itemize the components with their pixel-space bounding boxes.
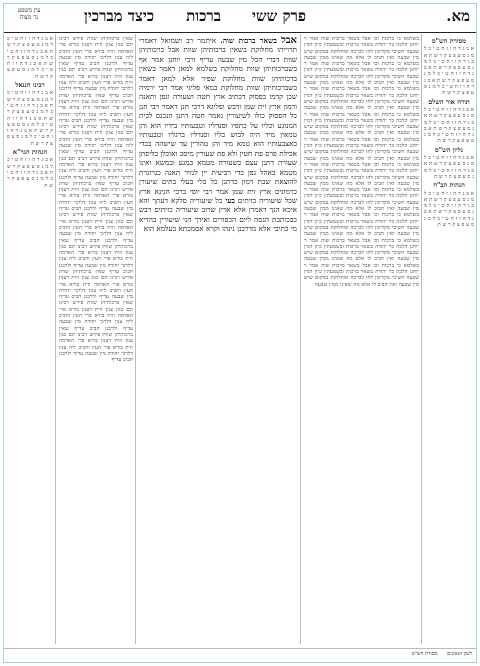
footer-right: מסורת הש"ס: [411, 651, 438, 657]
chananel-text: א ב ג ד ה ו ז ח ט י כ ל מ נ ס ע פ צ ק ר ש ת א ב ג ד ה ו ז ח ט י כ ל מ נ ס ע פ צ ק ר ש ת א ב ג ד ה ו ז ח ט י כ ל מ נ ס ע פ צ ק ר ש ת א ב ג ד ה ו ז ח ט י כ ל מ נ ס ע פ צ ק ר ש ת: [7, 90, 53, 147]
margin-text: א ב ג ד ה ו ז ח ט י כ ל מ נ ס ע פ צ ק ר ש ת א ב ג ד ה ו ז ח ט י כ ל מ נ ס ע פ צ ק ר ש ת א ב ג ד ה ו ז ח ט י כ ל מ נ ס ע פ צ ק ר ש ת א ב ג ד ה ו ז ח ט י כ ל מ נ ס ע פ צ ק ר ש ת: [424, 46, 474, 97]
gra-text: א ב ג ד ה ו ז ח ט י כ ל מ נ ס ע פ צ ק ר ש ת א ב ג ד ה ו ז ח ט י כ ל מ נ ס ע פ צ ק ר ש ת: [7, 157, 53, 189]
tosafot-text: שאין ברכותיהן שוות פירש רבינו תם כגון צנון וזית דצנון בורא פרי האדמה וזית בורא פרי העץ וחביב ליה צנון דלרבי יהודה מין שבעה עדיף ולרבנן חביב עדיף שאין ברכותיהן שוות פירש רבינו תם כגון צנון וזית דצנון בורא פרי האדמה וזית בורא פרי העץ וחביב ליה צנון דלרבי יהודה מין שבעה עדיף ולרבנן חביב עדיף שאין ברכותיהן שוות פירש רבינו תם כגון צנון וזית דצנון בורא פרי האדמה וזית בורא פרי העץ וחביב ליה צנון דלרבי יהודה מין שבעה עדיף ולרבנן חביב עדיף שאין ברכותיהן שוות פירש רבינו תם כגון צנון וזית דצנון בורא פרי האדמה וזית בורא פרי העץ וחביב ליה צנון דלרבי יהודה מין שבעה עדיף ולרבנן חביב עדיף שאין ברכותיהן שוות פירש רבינו תם כגון צנון וזית דצנון בורא פרי האדמה וזית בורא פרי העץ וחביב ליה צנון דלרבי יהודה מין שבעה עדיף ולרבנן חביב עדיף שאין ברכותיהן שוות פירש רבינו תם כגון צנון וזית דצנון בורא פרי האדמה וזית בורא פרי העץ וחביב ליה צנון דלרבי יהודה מין שבעה עדיף ולרבנן חביב עדיף שאין ברכותיהן שוות פירש רבינו תם כגון צנון וזית דצנון בורא פרי האדמה וזית בורא פרי העץ וחביב ליה צנון דלרבי יהודה מין שבעה עדיף ולרבנן חביב עדיף שאין ברכותיהן שוות פירש רבינו תם כגון צנון וזית דצנון בורא פרי האדמה וזית בורא פרי העץ וחביב ליה צנון דלרבי יהודה מין שבעה עדיף ולרבנן חביב עדיף שאין ברכותיהן שוות פירש רבינו תם כגון צנון וזית דצנון בורא פרי האדמה וזית בורא פרי העץ וחביב ליה צנון דלרבי יהודה מין שבעה עדיף ולרבנן חביב עדיף שאין ברכותיהן שוות פירש רבינו תם כגון צנון וזית דצנון בורא פרי האדמה וזית בורא פרי העץ וחביב ליה צנון דלרבי יהודה מין שבעה עדיף ולרבנן חביב עדיף שאין ברכותיהן שוות פירש רבינו תם כגון צנון וזית דצנון בורא פרי האדמה וזית בורא פרי העץ וחביב ליה צנון דלרבי יהודה מין שבעה עדיף ולרבנן חביב עדיף: [59, 36, 133, 364]
masoret-title: מסורת הש"ס: [431, 37, 467, 45]
rabbeinu-chananel-title: רבינו חננאל: [15, 81, 45, 90]
tosafot-column: [59, 36, 133, 642]
divider: [300, 34, 301, 644]
chapter-name: כיצד מברכין: [84, 7, 155, 25]
mishna-marker: בעי: [225, 195, 235, 205]
page-footer: [4, 648, 476, 662]
tractate-title: ברכות: [186, 7, 221, 25]
margin-column-right: [424, 36, 474, 642]
gemara-column: [139, 36, 297, 636]
chapter-title: פרק ששי: [252, 7, 306, 25]
hagahot-gra-title: הגהות הגר"א: [12, 148, 48, 157]
ein-mishpat-label: [6, 7, 52, 21]
gemara-text: איתמר רב ושמואל דאמרי תרוייהו מחלוקת בשאין ברכותיהן שוות אבל ברכותיהן שוות דברי הכל מין שבעה עדיף ורבי יוחנן אמר אף בשברכותיהן שוות מחלוקת בשלמא למאן דאמר בשאין ברכותיהן שוות מחלוקת שפיר אלא למאן דאמר בשברכותיהן שוות מחלוקת במאי פליגי אמר רבי ירמיה שכן קדמו בפסוק דכתיב ארץ חטה ושעורה וגפן ותאנה ורמון ארץ זית שמן ודבש ופליגא דרבי חנן דאמר רבי חנן כל הפסוק כולו לשיעורין נאמר חטה דתנן הנכנס לבית המנוגע וכליו על כתפיו וסנדליו וטבעותיו בידיו הוא והן טמאין מיד היה לבוש כליו וסנדליו ברגליו וטבעותיו באצבעותיו הוא טמא מיד והן טהורין עד שישהה בכדי אכילת פרס פת חטין ולא פת שעורין מיסב ואוכלן בליפתן שעורה דתנן עצם כשעורה מטמא במגע ובמשא ואינו מטמא באהל גפן כדי רביעית יין לנזיר תאנה כגרוגרת להוצאת שבת רמון כדתנן כל כלי בעלי בתים שיעורן כרמונים ארץ זית שמן אמר רבי יוסי ברבי חנינא ארץ שכל שיעוריה כזיתים: [139, 36, 297, 205]
rashi-column: [304, 36, 419, 642]
margin-text: א ב ג ד ה ו ז ח ט י כ ל מ נ ס ע פ צ ק ר ש ת א ב ג ד ה ו ז ח ט י כ ל מ נ ס ע פ צ ק ר ש ת א ב ג ד ה ו ז ח ט י כ ל מ נ ס ע פ צ ק ר ש ת: [424, 106, 474, 145]
folio-number: מא.: [446, 7, 470, 25]
talmud-page: [3, 3, 477, 663]
gemara-opening-word: אבל: [281, 36, 297, 46]
gilyon-title: גליון הש"ס: [435, 145, 463, 154]
divider: [55, 34, 56, 644]
hagahot-title: הגהות הב"ח: [433, 181, 465, 190]
ein-mishpat-text: א ב ג ד ה ו ז ח ט י כ ל מ נ ס ע פ צ ק ר ש ת א ב ג ד ה ו ז ח ט י כ ל מ נ ס ע פ צ ק ר ש ת א ב ג ד ה ו ז ח ט י כ ל מ נ ס ע פ צ ק ר ש ת: [7, 36, 53, 80]
margin-text: א ב ג ד ה ו ז ח ט י כ ל מ נ ס ע פ צ ק ר ש ת א ב ג ד ה ו ז ח ט י כ ל מ נ ס ע פ צ ק ר ש ת: [424, 155, 474, 180]
rashi-text: בשלמא כי ברכות וכו אבל בשאר ברכות שוה אמר ר יוחנן הלכה כר יהודה בשאר ברכות ובשמעתין כיון דמין שבעה חשיבי מקדימן להו לברכה ומחלוקת במקום שיש מין שבעה ואין חביב לו אלא מה שאינו ממין שבעה בשלמא כי ברכות וכו אבל בשאר ברכות שוה אמר ר יוחנן הלכה כר יהודה בשאר ברכות ובשמעתין כיון דמין שבעה חשיבי מקדימן להו לברכה ומחלוקת במקום שיש מין שבעה ואין חביב לו אלא מה שאינו ממין שבעה בשלמא כי ברכות וכו אבל בשאר ברכות שוה אמר ר יוחנן הלכה כר יהודה בשאר ברכות ובשמעתין כיון דמין שבעה חשיבי מקדימן להו לברכה ומחלוקת במקום שיש מין שבעה ואין חביב לו אלא מה שאינו ממין שבעה בשלמא כי ברכות וכו אבל בשאר ברכות שוה אמר ר יוחנן הלכה כר יהודה בשאר ברכות ובשמעתין כיון דמין שבעה חשיבי מקדימן להו לברכה ומחלוקת במקום שיש מין שבעה ואין חביב לו אלא מה שאינו ממין שבעה בשלמא כי ברכות וכו אבל בשאר ברכות שוה אמר ר יוחנן הלכה כר יהודה בשאר ברכות ובשמעתין כיון דמין שבעה חשיבי מקדימן להו לברכה ומחלוקת במקום שיש מין שבעה ואין חביב לו אלא מה שאינו ממין שבעה בשלמא כי ברכות וכו אבל בשאר ברכות שוה אמר ר יוחנן הלכה כר יהודה בשאר ברכות ובשמעתין כיון דמין שבעה חשיבי מקדימן להו לברכה ומחלוקת במקום שיש מין שבעה ואין חביב לו אלא מה שאינו ממין שבעה בשלמא כי ברכות וכו אבל בשאר ברכות שוה אמר ר יוחנן הלכה כר יהודה בשאר ברכות ובשמעתין כיון דמין שבעה חשיבי מקדימן להו לברכה ומחלוקת במקום שיש מין שבעה ואין חביב לו אלא מה שאינו ממין שבעה בשלמא כי ברכות וכו אבל בשאר ברכות שוה אמר ר יוחנן הלכה כר יהודה בשאר ברכות ובשמעתין כיון דמין שבעה חשיבי מקדימן להו לברכה ומחלוקת במקום שיש מין שבעה ואין חביב לו אלא מה שאינו ממין שבעה בשלמא כי ברכות וכו אבל בשאר ברכות שוה אמר ר יוחנן הלכה כר יהודה בשאר ברכות ובשמעתין כיון דמין שבעה חשיבי מקדימן להו לברכה ומחלוקת במקום שיש מין שבעה ואין חביב לו אלא מה שאינו ממין שבעה בשלמא כי ברכות וכו אבל בשאר ברכות שוה אמר ר יוחנן הלכה כר יהודה בשאר ברכות ובשמעתין כיון דמין שבעה חשיבי מקדימן להו לברכה ומחלוקת במקום שיש מין שבעה ואין חביב לו אלא מה שאינו ממין שבעה: [304, 36, 419, 288]
margin-column-left: [7, 36, 53, 642]
divider: [421, 34, 422, 644]
footer-left: לשון הגאונים: [447, 651, 472, 657]
corner-line-1: עין משפט: [17, 7, 41, 14]
divider: [135, 34, 136, 644]
torah-or-title: תורה אור השלם: [428, 97, 470, 106]
gemara-text: כל שיעוריה סלקא דעתך והא איכא הנך דאמרן אלא ארץ שרוב שיעוריה כזיתים דבש כככותבת הגסה ליום הכפורים ואידך הני שיעורין בהדיא מי כתיבי אלא מדרבנן נינהו וקרא אסמכתא בעלמא הוא: [139, 195, 297, 234]
gemara-first-words: בשאר ברכות שוה.: [220, 36, 277, 45]
corner-line-2: נר מצוה: [19, 14, 39, 21]
page-header: [4, 4, 476, 33]
margin-text: א ב ג ד ה ו ז ח ט י כ ל מ נ ס ע פ צ ק ר ש ת א ב ג ד ה ו ז ח ט י כ ל מ נ ס ע פ צ ק ר ש ת א ב ג ד ה ו ז ח ט י כ ל מ נ ס ע פ צ ק ר ש ת: [424, 190, 474, 229]
